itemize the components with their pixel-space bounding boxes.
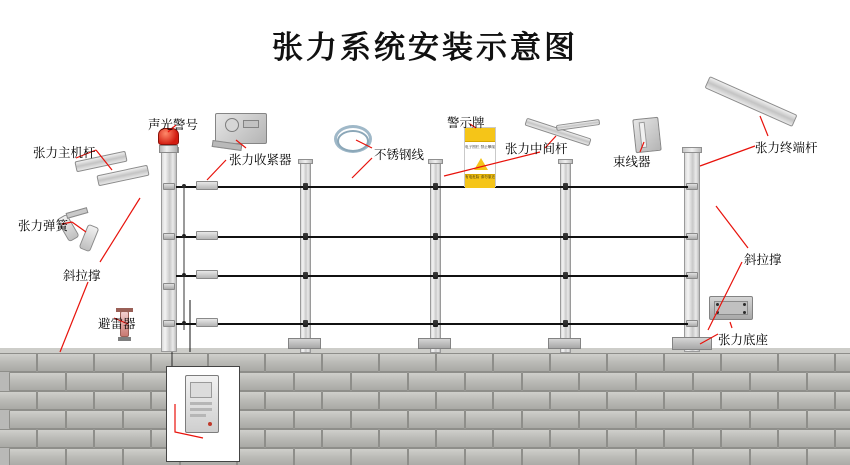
wall-brick <box>408 410 465 429</box>
tensioner-unit <box>196 231 218 240</box>
insulator <box>433 183 438 190</box>
tensioner-unit <box>196 270 218 279</box>
label-warning-sign: 警示牌 <box>447 115 485 130</box>
middle-post-1-base <box>288 338 321 349</box>
cabinet-display <box>190 382 212 398</box>
wall-brick <box>550 429 607 448</box>
tensioner-bolt <box>243 120 259 128</box>
wall-brick <box>579 372 636 391</box>
label-lightning: 避雷器 <box>98 316 136 331</box>
wall-brick <box>636 372 693 391</box>
wall-brick <box>436 353 493 372</box>
wall-brick <box>294 448 351 465</box>
middle-post-1-cap <box>298 159 313 164</box>
base-hole <box>743 311 746 314</box>
wall-brick <box>0 429 37 448</box>
warning-triangle-icon <box>474 158 488 170</box>
wall-brick <box>237 448 294 465</box>
label-middle-post: 张力中间杆 <box>505 141 568 156</box>
controller-inset <box>166 366 240 462</box>
wall-brick <box>493 353 550 372</box>
wall-brick <box>0 353 37 372</box>
wall-brick <box>379 353 436 372</box>
cabinet-line <box>190 402 212 405</box>
wall-brick <box>778 391 835 410</box>
wall-brick <box>664 391 721 410</box>
wall-brick <box>693 410 750 429</box>
wall-brick <box>94 429 151 448</box>
cabinet-indicator <box>208 422 212 426</box>
fence-wire-4 <box>176 323 688 325</box>
wall-brick <box>778 353 835 372</box>
insulator <box>303 272 308 279</box>
sign-bottom-text: 有电危险 请勿靠近 <box>465 175 495 179</box>
label-tension-base: 张力底座 <box>718 332 769 347</box>
label-sound-alarm: 声光警号 <box>148 117 199 132</box>
insulator <box>433 233 438 240</box>
wall-brick <box>265 391 322 410</box>
wall-brick <box>778 429 835 448</box>
wall-brick <box>265 429 322 448</box>
wall-brick <box>379 391 436 410</box>
tension-spring-b <box>79 224 100 253</box>
tensioner-unit <box>196 181 218 190</box>
wall-brick <box>607 391 664 410</box>
end-post-base <box>672 337 712 350</box>
wall-brick <box>493 391 550 410</box>
end-post-cap <box>682 147 702 153</box>
wall-brick <box>237 372 294 391</box>
wall-brick <box>379 429 436 448</box>
wall-brick <box>750 410 807 429</box>
fence-wire-1 <box>176 186 688 188</box>
alarm-speaker <box>159 145 178 153</box>
wall-brick <box>9 448 66 465</box>
wall-brick <box>807 448 850 465</box>
wall-brick <box>9 410 66 429</box>
middle-post-2-cap <box>428 159 443 164</box>
insulator <box>433 320 438 327</box>
wall-brick <box>37 353 94 372</box>
wall-brick <box>835 353 850 372</box>
end-post-sample <box>705 76 798 127</box>
insulator <box>563 233 568 240</box>
base-hole <box>743 303 746 306</box>
host-post-clamp <box>163 320 175 327</box>
host-post-clamp <box>163 183 175 190</box>
wall-brick <box>835 429 850 448</box>
wall-brick <box>37 429 94 448</box>
insulator <box>563 272 568 279</box>
wall-brick <box>465 448 522 465</box>
middle-post-sample-arm <box>556 119 600 131</box>
warning-sign <box>464 127 496 187</box>
sign-top-text: 电子围栏 禁止攀爬 <box>465 145 495 149</box>
wall-brick <box>66 372 123 391</box>
arrester-cap <box>116 308 133 312</box>
wall-brick <box>408 372 465 391</box>
arrester-foot <box>118 337 131 341</box>
tensioner-knob <box>225 118 239 132</box>
wall-brick <box>465 372 522 391</box>
wall-brick <box>436 429 493 448</box>
wall-brick <box>94 353 151 372</box>
insulator <box>563 183 568 190</box>
wall-brick <box>693 372 750 391</box>
wall-brick <box>693 448 750 465</box>
wall-brick <box>522 372 579 391</box>
wire-anchor <box>182 234 186 238</box>
wall-brick <box>807 410 850 429</box>
page-title: 张力系统安装示意图 <box>272 30 578 66</box>
spring-bracket <box>66 207 89 219</box>
wall-brick <box>37 391 94 410</box>
wall-brick <box>636 448 693 465</box>
wire-anchor <box>182 184 186 188</box>
wall-brick <box>322 391 379 410</box>
label-diagonal-left: 斜拉撑 <box>63 268 101 283</box>
wall-brick <box>721 429 778 448</box>
label-steel-wire: 不锈钢线 <box>374 147 425 162</box>
steel-wire-coil-inner <box>337 130 369 152</box>
wall-brick <box>550 391 607 410</box>
wall-brick <box>607 353 664 372</box>
wall-brick <box>94 391 151 410</box>
label-tensioner: 张力收紧器 <box>229 152 292 167</box>
wall-brick <box>579 410 636 429</box>
wall-brick <box>493 429 550 448</box>
wall-brick <box>522 448 579 465</box>
host-post-part-b <box>96 165 149 187</box>
wall-brick <box>550 353 607 372</box>
host-post-clamp <box>163 283 175 290</box>
wall-brick <box>294 410 351 429</box>
insulator <box>563 320 568 327</box>
insulator <box>303 183 308 190</box>
wall-brick <box>636 410 693 429</box>
wall-brick <box>351 372 408 391</box>
wall <box>0 348 850 465</box>
cabinet-line <box>190 408 212 411</box>
wall-brick <box>66 448 123 465</box>
base-hole <box>716 303 719 306</box>
wall-brick <box>294 372 351 391</box>
wall-brick <box>0 391 37 410</box>
middle-post-2-base <box>418 338 451 349</box>
tensioner-unit <box>196 318 218 327</box>
wall-brick <box>265 353 322 372</box>
label-tension-spring: 张力弹簧 <box>18 218 69 233</box>
middle-post-3-base <box>548 338 581 349</box>
wall-brick <box>721 391 778 410</box>
controller-cabinet <box>185 375 219 433</box>
cabinet-line <box>190 414 206 417</box>
wall-brick <box>322 353 379 372</box>
wall-brick <box>465 410 522 429</box>
wire-anchor <box>182 321 186 325</box>
middle-post-3-cap <box>558 159 573 164</box>
insulator <box>303 320 308 327</box>
wall-brick <box>750 372 807 391</box>
wall-brick <box>9 372 66 391</box>
fence-wire-2 <box>176 236 688 238</box>
label-end-post: 张力终端杆 <box>755 140 818 155</box>
label-host-post: 张力主机杆 <box>33 145 96 160</box>
wall-brick <box>664 429 721 448</box>
wall-brick <box>436 391 493 410</box>
wire-binder-part <box>632 117 661 154</box>
wall-brick <box>237 410 294 429</box>
label-diagonal-right: 斜拉撑 <box>744 252 782 267</box>
insulator <box>303 233 308 240</box>
wall-brick <box>522 410 579 429</box>
fence-wire-3 <box>176 275 688 277</box>
wall-brick <box>408 448 465 465</box>
wall-brick <box>66 410 123 429</box>
wall-brick <box>664 353 721 372</box>
wall-brick <box>607 429 664 448</box>
wall-brick <box>351 448 408 465</box>
wall-brick <box>835 391 850 410</box>
wire-anchor <box>182 273 186 277</box>
wall-brick <box>721 353 778 372</box>
wall-brick <box>807 372 850 391</box>
base-hole <box>716 311 719 314</box>
wall-brick <box>579 448 636 465</box>
host-post-clamp <box>163 233 175 240</box>
wall-brick <box>351 410 408 429</box>
wall-brick <box>322 429 379 448</box>
tensioner-part <box>215 113 267 144</box>
insulator <box>433 272 438 279</box>
wall-brick <box>750 448 807 465</box>
label-wire-binder: 束线器 <box>613 154 651 169</box>
